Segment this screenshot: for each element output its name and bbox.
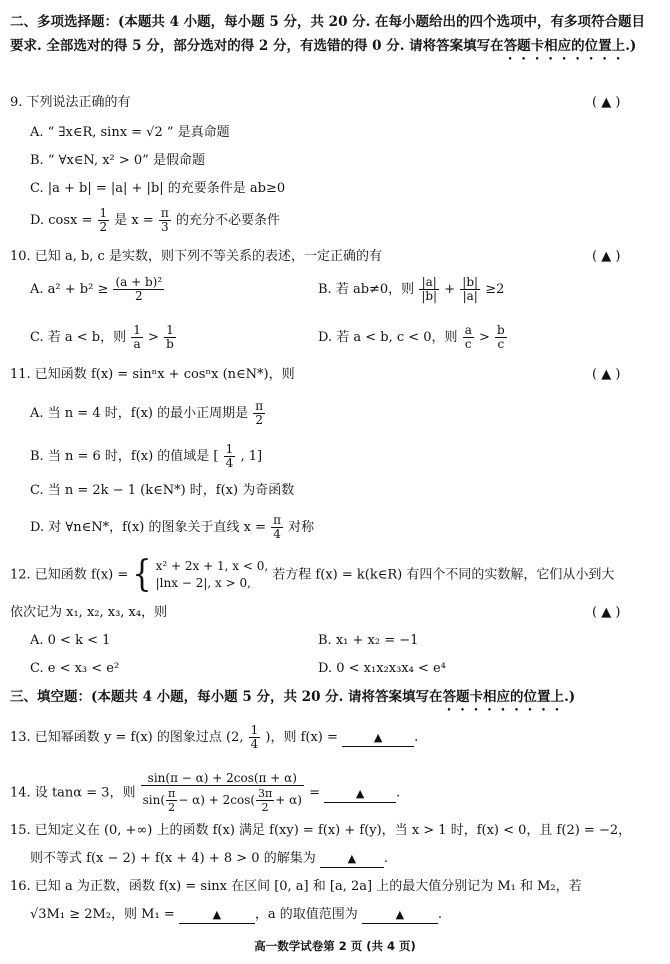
q15-line2-text: 则不等式 f(x − 2) + f(x + 4) + 8 > 0 的解集为 xyxy=(30,851,316,866)
q10-d-pre: D. 若 a < b, c < 0，则 xyxy=(318,330,458,345)
q12-stem xyxy=(10,553,615,596)
q11-d-frac xyxy=(271,514,283,541)
q11-b-frac-num: 1 xyxy=(225,442,234,456)
q9-d-frac2-den: 3 xyxy=(161,220,169,234)
section2-title: 二、多项选择题：(本题共 4 小题，每小题 5 分，共 20 分. 在每小题给出的四个选项中，有多项符合题目要求. 全部选对的得 5 分，部分选对的得 2 分，有选错的得 0 分. 请将答案填写在 xyxy=(10,14,646,54)
q13: 13. 已知幂函数 y = f(x) 的图象过点 (2, $\frac{1}{4}$ )，则 f(x) = ▲ . xyxy=(10,723,419,751)
q15-line2: 则不等式 f(x − 2) + f(x + 4) + 8 > 0 的解集为 ▲ . xyxy=(30,851,388,866)
q10-b-frac2-den: |a| xyxy=(462,289,478,303)
q10-c-pre: C. 若 a < b，则 xyxy=(30,330,127,345)
section3-header xyxy=(10,688,575,714)
section3-title: 三、填空题：(本题共 4 小题，每小题 5 分，共 20 分. 请将答案填写在 xyxy=(10,689,443,705)
section2-tail: .) xyxy=(625,38,637,54)
q9-d-post: 的充分不必要条件 xyxy=(175,213,280,228)
page-footer: 高一数学试卷第 2 页 (共 4 页) xyxy=(254,939,416,953)
q10-b-post: ≥2 xyxy=(485,282,505,297)
section3-tail: .) xyxy=(564,689,576,705)
q10-c-mid: > xyxy=(148,330,159,345)
q12-cases xyxy=(156,558,269,592)
section2-emph: 答题卡相应的位置上 xyxy=(503,38,626,54)
q10-b-frac2-num: |b| xyxy=(462,275,479,289)
q14: 14. 设 tanα = 3，则 sin(π − α) + 2cos(π + α) sin( $\frac{\pi}{2}$ − α) + 2cos( $\frac{3\pi}{2}$ + α) = ▲ . xyxy=(10,771,401,814)
q9-stem: 9. 下列说法正确的有 xyxy=(10,95,131,110)
q14-den-frac1 xyxy=(166,787,177,814)
q16-line2-pre: √3M₁ ≥ 2M₂，则 M₁ = xyxy=(30,907,175,922)
q10-d-frac1-num: a xyxy=(464,323,472,337)
q11-option-b xyxy=(30,443,262,470)
q11-a-pre: A. 当 n = 4 时，f(x) 的最小正周期是 xyxy=(30,406,249,421)
q11-d-post: 对称 xyxy=(288,520,315,535)
q10-b-frac1-num: |a| xyxy=(419,276,439,290)
q10-b-mid: + xyxy=(444,282,456,297)
q9-answer-mark: ( ▲ ) xyxy=(592,95,621,110)
q14-answer-blank[interactable]: ▲ xyxy=(324,786,396,803)
q10-d-frac2-num: b xyxy=(497,323,505,337)
q14-den-frac1-num: π xyxy=(168,787,176,800)
q16-line1: 16. 已知 a 为正数，函数 f(x) = sinx 在区间 [0, a] 和 [a, 2a] 上的最大值分别记为 M₁ 和 M₂，若 xyxy=(10,879,582,894)
q11-b-frac-den: 4 xyxy=(225,456,234,470)
q12-case2: |lnx − 2|, x > 0, xyxy=(155,576,251,590)
q10-a-pre: A. a² + b² ≥ xyxy=(30,282,109,297)
q10-c-frac2-den: b xyxy=(166,337,174,351)
q14-den-mid: − α) + 2cos( xyxy=(178,793,256,807)
q12-option-b: B. x₁ + x₂ = −1 xyxy=(318,633,419,648)
q10-a-frac-num: (a + b)² xyxy=(115,275,163,289)
q9-option-c: C. |a + b| = |a| + |b| 的充要条件是 ab≥0 xyxy=(30,181,286,196)
q9-d-frac1-den: 2 xyxy=(99,220,108,234)
q11-option-a xyxy=(30,400,266,427)
q10-d-frac2-den: c xyxy=(497,337,505,351)
q14-den-frac2-num: 3π xyxy=(258,787,273,800)
q9-d-frac1-num: 1 xyxy=(99,206,108,220)
q10-d-frac1-den: c xyxy=(464,337,472,351)
q12-stem2: 依次记为 x₁, x₂, x₃, x₄，则 xyxy=(10,605,168,620)
q13-pre: 13. 已知幂函数 y = f(x) 的图象过点 (2, xyxy=(10,730,244,745)
q14-pre: 14. 设 tanα = 3，则 xyxy=(10,785,136,801)
q10-d-frac2 xyxy=(495,324,507,351)
q10-a-frac-den: 2 xyxy=(135,289,143,303)
q10-stem: 10. 已知 a, b, c 是实数，则下列不等关系的表述，一定正确的有 xyxy=(10,249,382,264)
q10-c-frac1-num: 1 xyxy=(133,323,141,337)
q11-d-pre: D. 对 ∀n∈N*，f(x) 的图象关于直线 x = xyxy=(30,520,266,535)
q10-b-frac1 xyxy=(419,276,439,303)
q14-big-frac xyxy=(141,772,304,814)
section3-emph: 答题卡相应的位置上 xyxy=(442,689,565,705)
q15-answer-blank[interactable]: ▲ xyxy=(320,851,384,868)
q9-option-b: B. “ ∀x∈N, x² > 0” 是假命题 xyxy=(30,153,205,168)
q12-option-c: C. e < x₃ < e² xyxy=(30,661,120,676)
q13-frac-den: 4 xyxy=(250,737,259,751)
q16-line2: √3M₁ ≥ 2M₂，则 M₁ = ▲ ，a 的取值范围为 ▲ . xyxy=(30,907,443,922)
q11-answer-mark: ( ▲ ) xyxy=(592,367,621,382)
q12-case1: x² + 2x + 1, x < 0, xyxy=(155,559,269,573)
q15-line1: 15. 已知定义在 (0, +∞) 上的函数 f(x) 满足 f(xy) = f(x) + f(y)，当 x > 1 时，f(x) < 0，且 f(2) = −2， xyxy=(10,823,632,838)
q10-option-c xyxy=(30,324,177,351)
q14-big-frac-num: sin(π − α) + 2cos(π + α) xyxy=(141,772,304,786)
q11-stem: 11. 已知函数 f(x) = sinⁿx + cosⁿx (n∈N*)，则 xyxy=(10,367,295,382)
q16-answer-blank-2[interactable]: ▲ xyxy=(362,907,438,924)
q10-a-frac xyxy=(113,276,164,303)
q10-d-frac1 xyxy=(463,324,474,351)
q14-den-frac2 xyxy=(256,787,274,814)
q14-den-pre: sin( xyxy=(142,793,166,807)
q14-den-frac1-den: 2 xyxy=(168,801,176,814)
q10-b-frac1-den: |b| xyxy=(421,289,438,303)
q10-d-mid: > xyxy=(479,330,490,345)
q12-answer-mark: ( ▲ ) xyxy=(592,605,621,620)
q9-d-frac2-num: π xyxy=(160,206,169,220)
q11-a-frac xyxy=(253,400,265,427)
q10-b-frac2 xyxy=(460,276,480,303)
q13-frac xyxy=(249,724,261,751)
q14-den-frac2-den: 2 xyxy=(261,801,269,814)
q11-b-frac xyxy=(224,443,236,470)
q9-d-frac1 xyxy=(98,207,110,234)
q10-c-frac1 xyxy=(131,324,143,351)
q12-option-a: A. 0 < k < 1 xyxy=(30,633,111,648)
q14-den-post: + α) xyxy=(275,793,302,807)
q11-option-c: C. 当 n = 2k − 1 (k∈N*) 时，f(x) 为奇函数 xyxy=(30,483,295,498)
q11-d-frac-den: 4 xyxy=(273,527,281,541)
q16-answer-blank-1[interactable]: ▲ xyxy=(179,907,255,924)
q12-stem-post: 若方程 f(x) = k(k∈R) 有四个不同的实数解，它们从小到大 xyxy=(272,567,615,583)
q11-a-frac-den: 2 xyxy=(255,413,264,427)
q10-c-frac2-num: 1 xyxy=(164,324,176,338)
q11-b-pre: B. 当 n = 6 时，f(x) 的值域是 [ xyxy=(30,449,219,464)
q10-option-d xyxy=(318,324,508,351)
q12-brace: { xyxy=(132,553,152,596)
q11-option-d xyxy=(30,514,314,541)
q9-d-frac2 xyxy=(159,207,171,234)
q13-answer-blank[interactable]: ▲ xyxy=(342,730,414,747)
q10-option-b xyxy=(318,276,504,303)
q9-d-pre: D. cosx = xyxy=(30,213,93,228)
q12-option-d: D. 0 < x₁x₂x₃x₄ < e⁴ xyxy=(318,661,446,676)
q9-option-d xyxy=(30,207,280,234)
q11-b-post: , 1] xyxy=(240,449,263,464)
q10-option-a xyxy=(30,276,165,303)
q11-d-frac-num: π xyxy=(273,513,282,527)
q12-stem-pre: 12. 已知函数 f(x) = xyxy=(10,567,129,583)
q10-b-pre: B. 若 ab≠0，则 xyxy=(318,282,415,297)
q10-c-frac2 xyxy=(164,324,176,351)
q13-frac-num: 1 xyxy=(250,723,259,737)
q10-answer-mark: ( ▲ ) xyxy=(592,249,621,264)
q9-option-a: A. “ ∃x∈R, sinx = √2 ” 是真命题 xyxy=(30,125,230,140)
section2-header xyxy=(10,10,658,63)
q10-c-frac1-den: a xyxy=(133,337,141,351)
q11-a-frac-num: π xyxy=(255,399,264,413)
q13-post: )，则 f(x) = xyxy=(265,730,338,745)
q9-d-mid: 是 x = xyxy=(114,213,154,228)
q14-eq: = xyxy=(309,785,320,801)
q14-big-frac-den xyxy=(141,786,304,814)
q16-line2-mid: ，a 的取值范围为 xyxy=(254,907,358,922)
